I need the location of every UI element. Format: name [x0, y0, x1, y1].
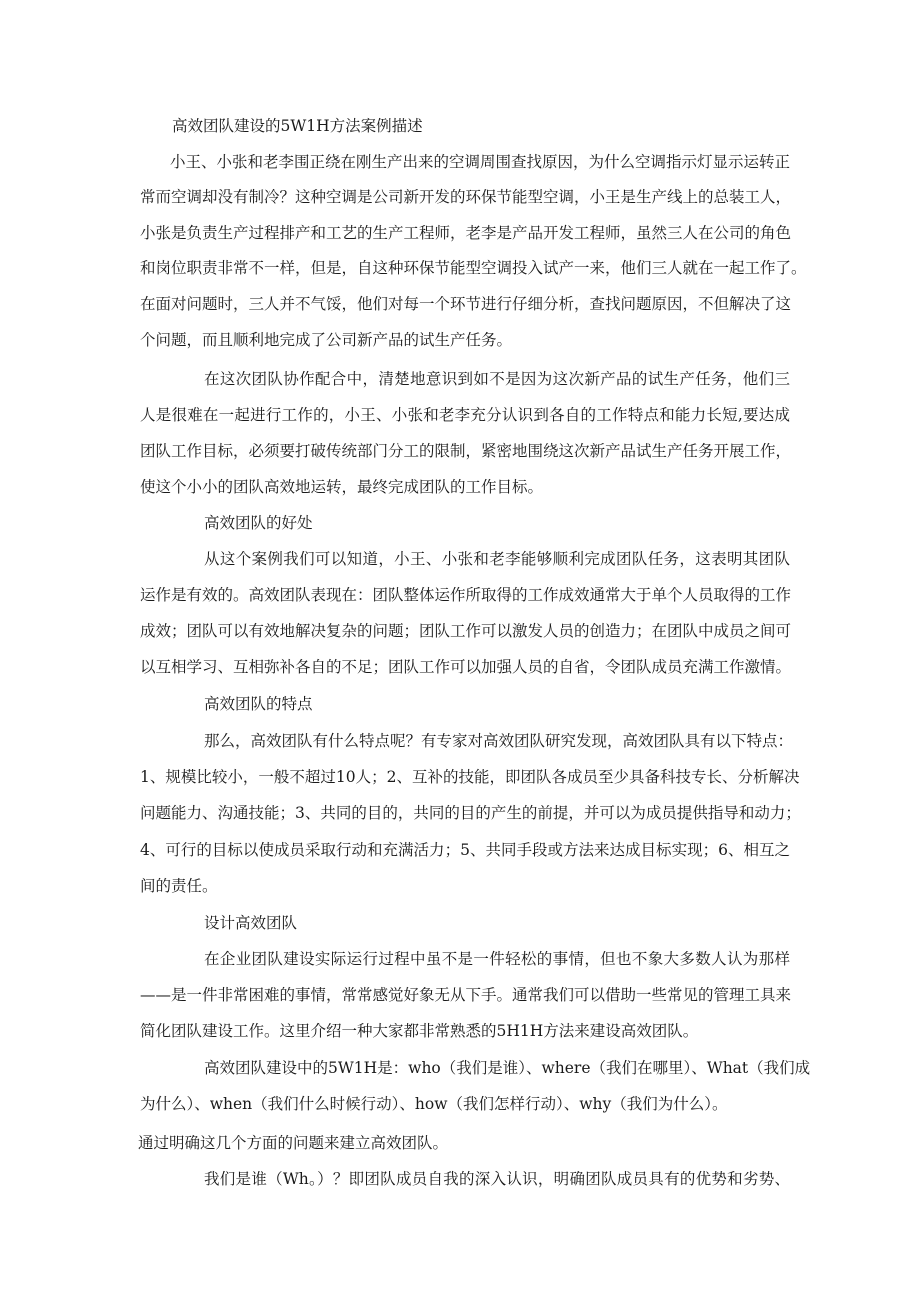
paragraph-line: 在面对问题时，三人并不气馁，他们对每一个环节进行仔细分析，查找问题原因，不但解决了这	[140, 295, 792, 313]
paragraph-line: 间的责任。	[140, 877, 218, 895]
section-heading: 设计高效团队	[204, 914, 298, 932]
paragraph-line: 高效团队建设中的5W1H是：who（我们是谁）、where（我们在哪里）、What（我们成	[204, 1059, 811, 1077]
section-heading: 高效团队的好处	[204, 514, 313, 532]
paragraph-line: 以互相学习、互相弥补各自的不足；团队工作可以加强人员的自省，令团队成员充满工作激情。	[140, 658, 792, 676]
paragraph-line: 在这次团队协作配合中，清楚地意识到如不是因为这次新产品的试生产任务，他们三	[204, 370, 790, 388]
paragraph-line: 个问题，而且顺利地完成了公司新产品的试生产任务。	[140, 331, 513, 349]
paragraph-line: 成效；团队可以有效地解决复杂的问题；团队工作可以激发人员的创造力；在团队中成员之间可	[140, 622, 792, 640]
section-heading: 高效团队的特点	[204, 695, 313, 713]
paragraph-line: ——是一件非常困难的事情，常常感觉好象无从下手。通常我们可以借助一些常见的管理工具来	[140, 986, 792, 1004]
paragraph-line: 人是很难在一起进行工作的，小王、小张和老李充分认识到各自的工作特点和能力长短,要达成	[140, 406, 790, 424]
paragraph-line: 那么，高效团队有什么特点呢？有专家对高效团队研究发现，高效团队具有以下特点：	[204, 732, 794, 750]
paragraph-line: 4、可行的目标以使成员采取行动和充满活力；5、共同手段或方法来达成目标实现；6、相互之	[140, 841, 790, 859]
paragraph-line: 在企业团队建设实际运行过程中虽不是一件轻松的事情，但也不象大多数人认为那样	[204, 950, 790, 968]
paragraph-line: 运作是有效的。高效团队表现在：团队整体运作所取得的工作成效通常大于单个人员取得的工作	[140, 586, 792, 604]
paragraph-line: 小王、小张和老李围正绕在刚生产出来的空调周围查找原因，为什么空调指示灯显示运转正	[170, 153, 791, 171]
paragraph-line: 使这个小小的团队高效地运转，最终完成团队的工作目标。	[140, 478, 544, 496]
paragraph-line: 为什么）、when（我们什么时候行动）、how（我们怎样行动）、why（我们为什么）。	[140, 1095, 728, 1113]
paragraph-line: 简化团队建设工作。这里介绍一种大家都非常熟悉的5H1H方法来建设高效团队。	[140, 1022, 699, 1040]
paragraph-line: 1、规模比较小，一般不超过10人；2、互补的技能，即团队各成员至少具备科技专长、分析解决	[140, 768, 800, 786]
paragraph-line: 通过明确这几个方面的问题来建立高效团队。	[138, 1134, 449, 1152]
document-title: 高效团队建设的5W1H方法案例描述	[172, 117, 423, 135]
paragraph-line: 问题能力、沟通技能；3、共同的目的，共同的目的产生的前提，并可以为成员提供指导和动力；	[140, 804, 801, 822]
paragraph-line: 常而空调却没有制冷？这种空调是公司新开发的环保节能型空调，小王是生产线上的总装工人，	[140, 188, 792, 206]
paragraph-line: 我们是谁（Wh。）？即团队成员自我的深入认识，明确团队成员具有的优势和劣势、	[204, 1170, 790, 1188]
paragraph-line: 小张是负责生产过程排产和工艺的生产工程师，老李是产品开发工程师，虽然三人在公司的角色	[140, 224, 792, 242]
paragraph-line: 团队工作目标，必须要打破传统部门分工的限制，紧密地围绕这次新产品试生产任务开展工作，	[140, 442, 792, 460]
paragraph-line: 从这个案例我们可以知道，小王、小张和老李能够顺利完成团队任务，这表明其团队	[204, 550, 790, 568]
paragraph-line: 和岗位职责非常不一样，但是，自这种环保节能型空调投入试产一来，他们三人就在一起工作了。	[140, 259, 807, 277]
